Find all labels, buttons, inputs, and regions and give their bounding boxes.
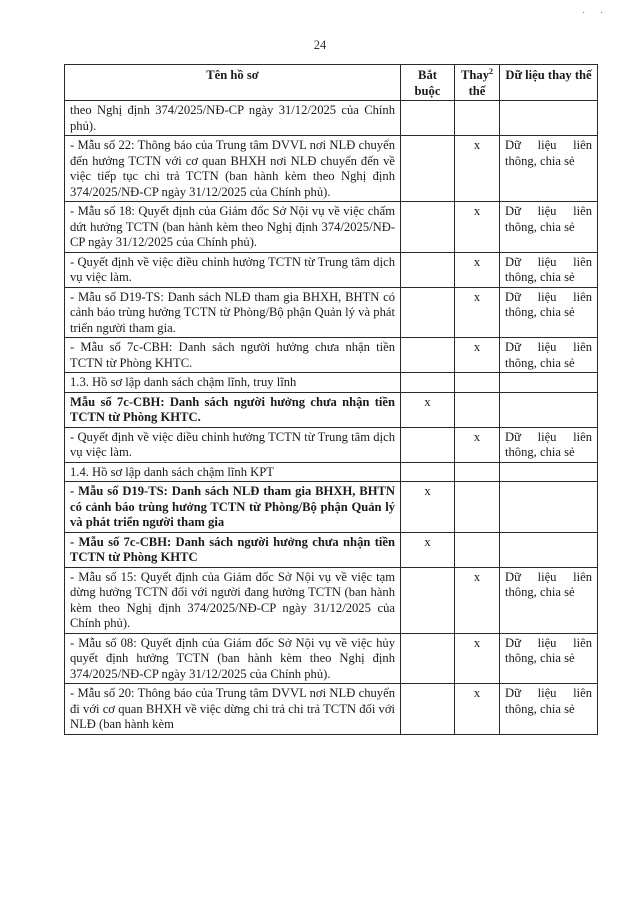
table-row (65, 202, 598, 253)
row-name-cell: - Mẫu số D19-TS: Danh sách NLĐ tham gia BHXH, BHTN có cảnh báo trùng hưởng TCTN từ Phòng/Bộ phận Quản lý và phát triển người tham gia. (65, 287, 401, 338)
row-required-cell (401, 202, 455, 253)
row-required-cell (401, 287, 455, 338)
row-required-cell (401, 252, 455, 287)
table-row (65, 633, 598, 684)
table-row (65, 427, 598, 462)
table-row (65, 482, 598, 533)
row-required-cell: x (401, 392, 455, 427)
row-replace-cell: x (455, 567, 500, 633)
row-required-cell (401, 462, 455, 482)
corner-mark: · · (582, 8, 610, 19)
row-required-cell (401, 633, 455, 684)
row-name-cell: - Quyết định về việc điều chỉnh hưởng TCTN từ Trung tâm dịch vụ việc làm. (65, 252, 401, 287)
row-required-cell (401, 684, 455, 735)
row-name-cell: theo Nghị định 374/2025/NĐ-CP ngày 31/12/2025 của Chính phủ). (65, 101, 401, 136)
page-number: 24 (313, 38, 327, 52)
row-replace-cell (455, 373, 500, 393)
header-replace-text: Thay (461, 68, 489, 82)
row-name-cell: - Mẫu số 15: Quyết định của Giám đốc Sở Nội vụ về việc tạm dừng hưởng TCTN đối với người đang hưởng TCTN (ban hành kèm theo Nghị định 374/2025/NĐ-CP ngày 31/12/2025 của Chính phủ). (65, 567, 401, 633)
row-name-cell: - Mẫu số 7c-CBH: Danh sách người hưởng chưa nhận tiền TCTN từ Phòng KHTC (65, 532, 401, 567)
row-replace-cell: x (455, 633, 500, 684)
row-data-cell (500, 101, 598, 136)
table-row (65, 373, 598, 393)
header-replace-footnote: 2 (489, 66, 493, 76)
row-data-cell: Dữ liệu liên thông, chia sẻ (500, 427, 598, 462)
row-required-cell (401, 567, 455, 633)
row-name-cell: 1.4. Hồ sơ lập danh sách chậm lĩnh KPT (65, 462, 401, 482)
row-replace-cell: x (455, 202, 500, 253)
table-body (65, 101, 598, 735)
row-replace-cell: x (455, 252, 500, 287)
row-replace-cell (455, 462, 500, 482)
table-row (65, 338, 598, 373)
table-row (65, 252, 598, 287)
row-required-cell: x (401, 482, 455, 533)
row-data-cell: Dữ liệu liên thông, chia sẻ (500, 338, 598, 373)
row-required-cell (401, 136, 455, 202)
table-header-row (65, 65, 598, 101)
row-replace-cell: x (455, 338, 500, 373)
header-name: Tên hồ sơ (65, 65, 401, 101)
table-row (65, 101, 598, 136)
row-required-cell (401, 338, 455, 373)
row-data-cell: Dữ liệu liên thông, chia sẻ (500, 567, 598, 633)
row-data-cell (500, 532, 598, 567)
row-data-cell (500, 373, 598, 393)
document-table (64, 64, 598, 735)
table-row (65, 462, 598, 482)
row-name-cell: - Mẫu số 08: Quyết định của Giám đốc Sở Nội vụ về việc hủy quyết định hưởng TCTN (ban hành kèm theo Nghị định 374/2025/NĐ-CP ngày 31/12/2025 của Chính phủ). (65, 633, 401, 684)
row-data-cell: Dữ liệu liên thông, chia sẻ (500, 287, 598, 338)
row-name-cell: - Quyết định về việc điều chỉnh hưởng TCTN từ Trung tâm dịch vụ việc làm. (65, 427, 401, 462)
row-data-cell: Dữ liệu liên thông, chia sẻ (500, 252, 598, 287)
row-data-cell: Dữ liệu liên thông, chia sẻ (500, 633, 598, 684)
row-replace-cell: x (455, 136, 500, 202)
row-name-cell: Mẫu số 7c-CBH: Danh sách người hưởng chưa nhận tiền TCTN từ Phòng KHTC. (65, 392, 401, 427)
row-name-cell: - Mẫu số 7c-CBH: Danh sách người hưởng chưa nhận tiền TCTN từ Phòng KHTC. (65, 338, 401, 373)
row-replace-cell: x (455, 427, 500, 462)
row-required-cell (401, 373, 455, 393)
table-row (65, 287, 598, 338)
row-data-cell (500, 462, 598, 482)
table-row (65, 392, 598, 427)
row-replace-cell (455, 101, 500, 136)
row-required-cell (401, 101, 455, 136)
header-data: Dữ liệu thay thế (500, 65, 598, 101)
row-name-cell: - Mẫu số 22: Thông báo của Trung tâm DVVL nơi NLĐ chuyển đến hưởng TCTN với cơ quan BHXH nơi NLĐ chuyển đến về việc tiếp tục chi trả TCTN (ban hành kèm theo Nghị định 374/2025/NĐ-CP ngày 31/12/2025 của Chính phủ). (65, 136, 401, 202)
row-replace-cell (455, 532, 500, 567)
header-required: Bắt buộc (401, 65, 455, 101)
table-row (65, 532, 598, 567)
row-required-cell (401, 427, 455, 462)
row-data-cell: Dữ liệu liên thông, chia sẻ (500, 202, 598, 253)
header-replace-tail: thế (468, 83, 486, 98)
row-replace-cell: x (455, 287, 500, 338)
row-data-cell (500, 482, 598, 533)
row-name-cell: 1.3. Hồ sơ lập danh sách chậm lĩnh, truy lĩnh (65, 373, 401, 393)
row-replace-cell: x (455, 684, 500, 735)
row-data-cell (500, 392, 598, 427)
header-replace (455, 65, 500, 101)
row-required-cell: x (401, 532, 455, 567)
row-name-cell: - Mẫu số 18: Quyết định của Giám đốc Sở Nội vụ về việc chấm dứt hưởng TCTN (ban hành kèm theo Nghị định 374/2025/NĐ-CP ngày 31/12/2025 của Chính phủ). (65, 202, 401, 253)
row-data-cell: Dữ liệu liên thông, chia sẻ (500, 684, 598, 735)
row-data-cell: Dữ liệu liên thông, chia sẻ (500, 136, 598, 202)
table-row (65, 567, 598, 633)
table-row (65, 684, 598, 735)
row-name-cell: - Mẫu số 20: Thông báo của Trung tâm DVVL nơi NLĐ chuyển đi với cơ quan BHXH về việc dừng chi trả chi trả TCTN đối với NLĐ (ban hành kèm (65, 684, 401, 735)
row-name-cell: - Mẫu số D19-TS: Danh sách NLĐ tham gia BHXH, BHTN có cảnh báo trùng hưởng TCTN từ Phòng/Bộ phận Quản lý và phát triển người tham gia (65, 482, 401, 533)
row-replace-cell (455, 392, 500, 427)
table-row (65, 136, 598, 202)
row-replace-cell (455, 482, 500, 533)
